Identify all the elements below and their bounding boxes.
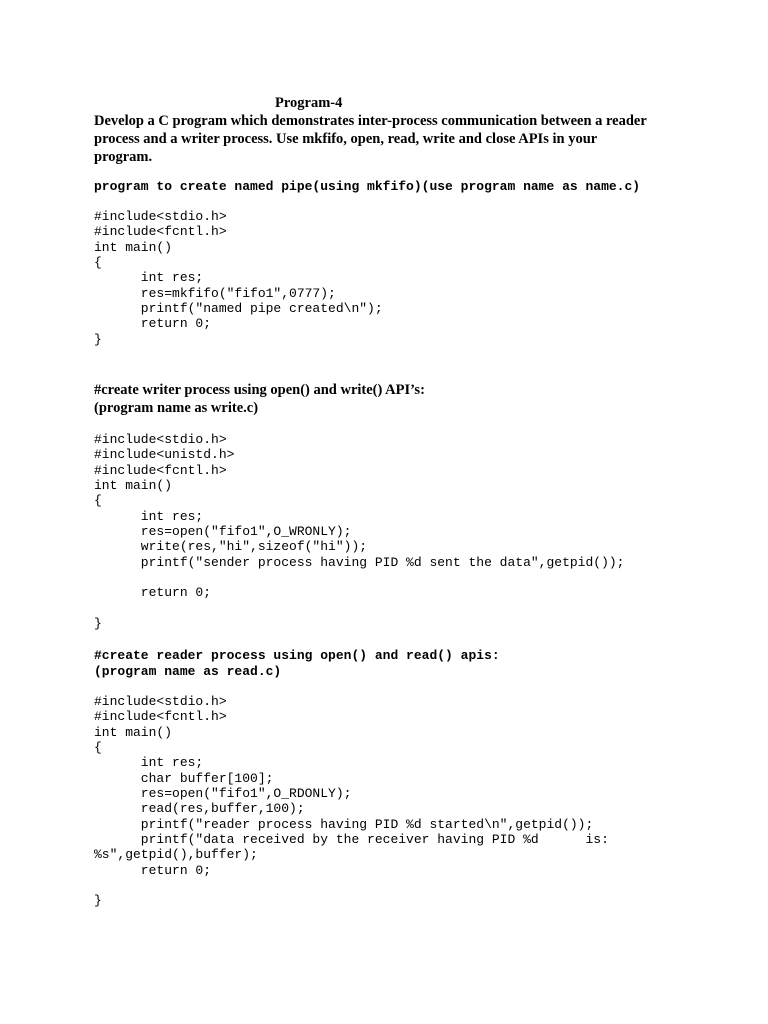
read-c-code-block: #include<stdio.h> #include<fcntl.h> int main() { int res; char buffer[100]; res=open("fifo1",O_RDONLY); read(res,buffer,100); printf("reader process having PID %d started\n",getpid()); printf("data received by the receiver having PID %d is: %s",getpid(),buffer); return 0; } bbox=[94, 694, 609, 909]
intro-line-3: program. bbox=[94, 149, 153, 165]
section2-heading-line-2: (program name as write.c) bbox=[94, 400, 259, 416]
document-title: Program-4 bbox=[275, 95, 343, 111]
write-c-code-block: #include<stdio.h> #include<unistd.h> #include<fcntl.h> int main() { int res; res=open("fifo1",O_WRONLY); write(res,"hi",sizeof("hi")); printf("sender process having PID %d sent the data",getpid()); return 0; } bbox=[94, 432, 625, 632]
section2-heading-line-1: #create writer process using open() and write() API’s: bbox=[94, 382, 425, 398]
intro-line-2: process and a writer process. Use mkfifo, open, read, write and close APIs in your bbox=[94, 131, 598, 147]
intro-line-1: Develop a C program which demonstrates inter-process communication between a reader bbox=[94, 113, 647, 129]
section3-heading-line-2: (program name as read.c) bbox=[94, 664, 282, 679]
section1-heading: program to create named pipe(using mkfifo)(use program name as name.c) bbox=[94, 179, 641, 194]
name-c-code-block: #include<stdio.h> #include<fcntl.h> int main() { int res; res=mkfifo("fifo1",0777); printf("named pipe created\n"); return 0; } bbox=[94, 209, 383, 347]
section3-heading-line-1: #create reader process using open() and read() apis: bbox=[94, 648, 500, 663]
